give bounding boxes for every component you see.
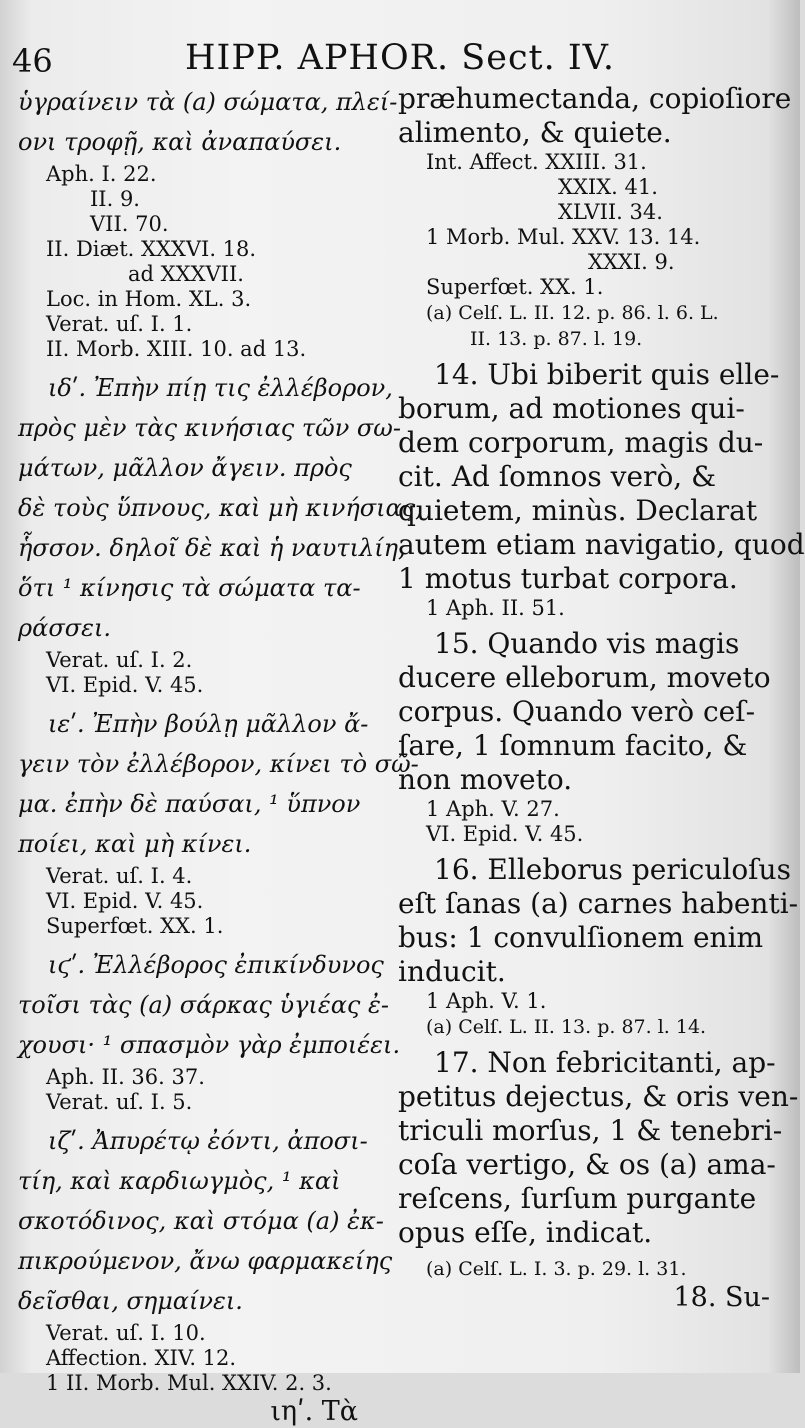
greek-text-line: ὑγραίνειν τὰ (a) σώματα, πλεί- xyxy=(18,88,398,116)
latin-text-line: triculi morſus, 1 & tenebri- xyxy=(398,1114,783,1147)
latin-text-line: reſcens, ſurſum purgante xyxy=(398,1182,757,1215)
greek-text-line: σκοτόδινος, καὶ στόμα (a) ἐκ- xyxy=(18,1207,384,1235)
greek-text-line: τίη, καὶ καρδιωγμὸς, ¹ καὶ xyxy=(18,1167,341,1195)
latin-text-line: alimento, & quiete. xyxy=(398,116,672,149)
latin-text-line: 14. Ubi biberit quis elle- xyxy=(434,358,780,391)
latin-text-line: quietem, minùs. Declarat xyxy=(398,494,758,527)
greek-text-line: Superfœt. XX. 1. xyxy=(46,914,224,938)
latin-text-line: (a) Celſ. L. I. 3. p. 29. l. 31. xyxy=(426,1258,687,1280)
latin-text-line: eſt ſanas (a) carnes habenti- xyxy=(398,887,799,920)
page-header xyxy=(0,32,800,82)
latin-text-line: 1 Aph. V. 1. xyxy=(426,989,547,1013)
greek-text-line: 1 II. Morb. Mul. XXIV. 2. 3. xyxy=(46,1371,332,1395)
latin-text-line: bus: 1 convulſionem enim xyxy=(398,921,764,954)
latin-text-line: autem etiam navigatio, quod xyxy=(398,528,805,561)
latin-text-line: non moveto. xyxy=(398,763,573,796)
latin-text-line: 1 Morb. Mul. XXV. 13. 14. xyxy=(426,225,701,249)
greek-text-line: πικρούμενον, ἄνω φαρμακείης xyxy=(18,1247,393,1275)
latin-text-line: 16. Elleborus periculoſus xyxy=(434,853,791,886)
latin-text-line: XXXI. 9. xyxy=(588,250,675,274)
latin-text-line: II. 13. p. 87. l. 19. xyxy=(470,328,643,350)
greek-text-line: χουσι· ¹ σπασμὸν γὰρ ἐμποιέει. xyxy=(18,1031,401,1059)
latin-text-line: ſare, 1 ſomnum facito, & xyxy=(398,729,748,762)
greek-text-line: II. Morb. XIII. 10. ad 13. xyxy=(46,337,307,361)
latin-text-line: (a) Celſ. L. II. 12. p. 86. l. 6. L. xyxy=(426,302,719,324)
greek-text-line: ράσσει. xyxy=(18,614,111,642)
greek-text-line: Verat. uſ. I. 2. xyxy=(46,648,193,672)
latin-text-line: coſa vertigo, & os (a) ama- xyxy=(398,1148,776,1181)
greek-text-line: ιδʹ. Ἐπὴν πίῃ τις ἐλλέβορον, xyxy=(48,374,393,402)
greek-text-line: ονι τροφῇ, καὶ ἀναπαύσει. xyxy=(18,128,342,156)
greek-text-line: γειν τὸν ἐλλέβορον, κίνει τὸ σῶ- xyxy=(18,750,419,778)
greek-text-line: VII. 70. xyxy=(90,212,169,236)
latin-text-line: opus eſſe, indicat. xyxy=(398,1216,653,1249)
greek-text-line: ιζʹ. Ἀπυρέτῳ ἐόντι, ἀποσι- xyxy=(48,1127,368,1155)
latin-text-line: Superfœt. XX. 1. xyxy=(426,275,604,299)
greek-text-line: ιηʹ. Τὰ xyxy=(270,1396,358,1427)
greek-text-line: ὅτι ¹ κίνησις τὰ σώματα τα- xyxy=(18,574,361,602)
greek-text-line: II. Diæt. XXXVI. 18. xyxy=(46,237,257,261)
greek-text-line: Loc. in Hom. XL. 3. xyxy=(46,287,252,311)
greek-text-line: μα. ἐπὴν δὲ παύσαι, ¹ ὕπνον xyxy=(18,790,361,818)
right-column-latin xyxy=(398,82,805,1314)
greek-text-line: ἧσσον. δηλοῖ δὲ καὶ ἡ ναυτιλίη, xyxy=(18,534,406,562)
greek-text-line: Aph. II. 36. 37. xyxy=(46,1065,205,1089)
latin-text-line: 1 Aph. V. 27. xyxy=(426,797,560,821)
latin-text-line: 1 motus turbat corpora. xyxy=(398,562,738,595)
latin-text-line: inducit. xyxy=(398,955,506,988)
greek-text-line: δεῖσθαι, σημαίνει. xyxy=(18,1287,243,1315)
latin-text-line: XLVII. 34. xyxy=(558,200,663,224)
greek-text-line: πρὸς μὲν τὰς κινήσιας τῶν σω- xyxy=(18,414,401,442)
greek-text-line: Verat. uſ. I. 1. xyxy=(46,312,193,336)
greek-text-line: ιεʹ. Ἐπὴν βούλῃ μᾶλλον ἄ- xyxy=(48,710,369,738)
page-number: 46 xyxy=(12,42,53,80)
latin-text-line: dem corporum, magis du- xyxy=(398,426,764,459)
greek-text-line: τοῖσι τὰς (a) σάρκας ὑγιέας ἐ- xyxy=(18,991,389,1019)
greek-text-line: Aph. I. 22. xyxy=(46,162,157,186)
greek-text-line: μάτων, μᾶλλον ἄγειν. πρὸς xyxy=(18,454,352,482)
greek-text-line: δὲ τοὺς ὕπνους, καὶ μὴ κινήσιας, xyxy=(18,494,423,522)
latin-text-line: 17. Non febricitanti, ap- xyxy=(434,1046,776,1079)
greek-text-line: Verat. uſ. I. 5. xyxy=(46,1090,193,1114)
greek-text-line: VI. Epid. V. 45. xyxy=(46,889,204,913)
greek-text-line: ad XXXVII. xyxy=(128,262,244,286)
greek-text-line: ιϛʹ. Ἐλλέβορος ἐπικίνδυνος xyxy=(48,951,384,979)
latin-text-line: VI. Epid. V. 45. xyxy=(426,822,584,846)
latin-text-line: 18. Su- xyxy=(673,1282,770,1313)
latin-text-line: 15. Quando vis magis xyxy=(434,627,740,660)
latin-text-line: Int. Affect. XXIII. 31. xyxy=(426,150,647,174)
latin-text-line: petitus dejectus, & oris ven- xyxy=(398,1080,799,1113)
latin-text-line: ducere elleborum, moveto xyxy=(398,661,771,694)
greek-text-line: Verat. uſ. I. 10. xyxy=(46,1321,206,1345)
greek-text-line: Verat. uſ. I. 4. xyxy=(46,864,193,888)
latin-text-line: XXIX. 41. xyxy=(558,175,658,199)
latin-text-line: cit. Ad ſomnos verò, & xyxy=(398,460,717,493)
greek-text-line: ποίει, καὶ μὴ κίνει. xyxy=(18,830,252,858)
greek-text-line: II. 9. xyxy=(90,187,140,211)
latin-text-line: (a) Celſ. L. II. 13. p. 87. l. 14. xyxy=(426,1016,707,1038)
latin-text-line: borum, ad motiones qui- xyxy=(398,392,745,425)
greek-text-line: VI. Epid. V. 45. xyxy=(46,673,204,697)
latin-text-line: corpus. Quando verò ceſ- xyxy=(398,695,756,728)
latin-text-line: 1 Aph. II. 51. xyxy=(426,596,565,620)
greek-text-line: Affection. XIV. 12. xyxy=(46,1346,237,1370)
latin-text-line: præhumectanda, copioſiore xyxy=(398,82,792,115)
running-title: HIPP. APHOR. Sect. IV. xyxy=(185,38,615,78)
left-column-greek xyxy=(18,82,423,1428)
